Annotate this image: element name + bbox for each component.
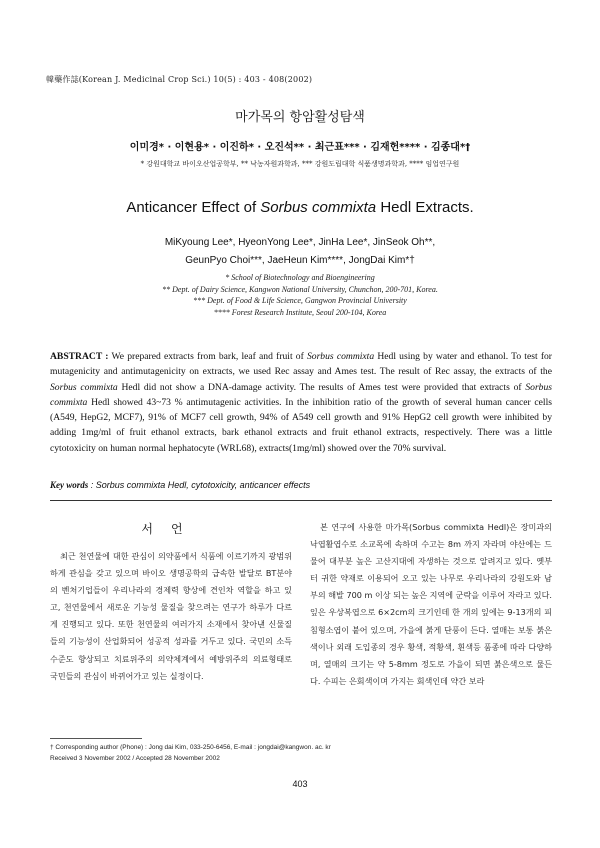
species-name: Sorbus commixta [50, 381, 118, 393]
abstract-divider [50, 500, 552, 501]
korean-affiliations: * 강원대학교 바이오산업공학부, ** 낙농자원과학과, *** 강원도립대학 식품생명과학과, **** 임업연구원 [140, 160, 460, 168]
footnote [50, 743, 331, 764]
page-number: 403 [292, 779, 308, 789]
section-heading: 서언 [141, 522, 201, 536]
footnote-corresponding-author: † Corresponding author (Phone) : Jong dai Kim, 033-250-6456, E-mail : jongdai@kangwon. ac. kr [50, 744, 331, 751]
keywords-label: Key words [50, 480, 89, 490]
species-name: Sorbus commixta [306, 351, 375, 362]
english-authors [0, 234, 600, 270]
english-affiliation-1: * School of Biotechnology and Bioengineering [225, 273, 375, 282]
body-column-left: 최근 천연물에 대한 관심이 의약품에서 식품에 이르기까지 광범위하게 관심을 갖고 있으며 바이오 생명공학의 급속한 발달로 BT분야의 벤처기업들이 우리나라의 경제력 향상에 견인차 역할을 하고 있고, 천연물에서 새로운 기능성 물질을 찾으려는 연구가 하루가 다르게 진행되고 있다. 또한 천연물의 여러가지 소재에서 찾아낸 신물질들의 기능성이 산업화되어 성공적 성과를 거두고 있다. 국민의 소득수준도 향상되고 치료위주의 의약체계에서 예방위주의 의료형태로 국민들의 관심이 바뀌어가고 있는 실정이다. [50, 551, 292, 681]
korean-title: 마가목의 항암활성탐색 [235, 110, 365, 125]
abstract-text: We prepared extracts from bark, leaf and fruit of Sorbus commixta Hedl using by water and ethanol. To test for mutagenicity and antimutagenicity on extracts, we used Rec assay and Ames test. The result of Rec assay, the extracts of the Sorbus commixta Hedl did not show a DNA-damage activity. The results of Ames test were provided that extracts of Sorbus commixta Hedl showed 43~73 % antimutagenic activities. In the inhibition ratio of the growth of several human cancer cells (A549, HepG2, MCF7), 91% of MCF7 cell growth, 94% of A549 cell growth and 91% HepG2 cell growth were inhibited by adding 1mg/ml of fruit ethanol extracts, bark ethanol extracts and fruit ethanol extracts, respectively. There was a little cytotoxicity on human normal hephatocyte (WRL68), extracts(1mg/ml) showed over the 70% survival. [50, 351, 553, 454]
english-title-suffix: Hedl Extracts. [376, 199, 474, 216]
english-affiliations [0, 272, 600, 318]
journal-citation: 韓藥作誌(Korean J. Medicinal Crop Sci.) 10(5) : 403 - 408(2002) [46, 75, 313, 84]
abstract-label: ABSTRACT : [50, 351, 109, 362]
english-title [0, 199, 600, 216]
korean-authors: 이미경* · 이현용* · 이진하* · 오진석** · 최근표*** · 김재헌**** · 김종대*† [129, 142, 471, 153]
english-title-species: Sorbus commixta [260, 199, 377, 216]
english-affiliation-4: **** Forest Research Institute, Seoul 200-104, Korea [213, 307, 387, 317]
species-name: Sorbus commixta [50, 381, 552, 408]
body-column-right: 본 연구에 사용한 마가목(Sorbus commixta Hedl)은 장미과의 낙엽활엽수로 소교목에 속하며 수고는 8m 까지 자라며 야산에는 드물어 대부분 높은 고산지대에 자생하는 것으로 알려지고 있다. 옛부터 귀한 약재로 이용되어 오고 있는 나무로 우리나라의 강원도와 남부의 해발 700 m 이상 되는 높은 지역에 군락을 이루어 자라고 있다. 잎은 우상복엽으로 6×2cm의 크기인데 한 개의 잎에는 9-13개의 피침형소엽이 붙어 있으며, 가을에 붉게 단풍이 든다. 열매는 보통 붉은색이나 외래 도입종의 경우 황색, 적황색, 흰색등 품종에 따라 다양하며, 열매의 크기는 약 5-8mm 정도로 가을이 되면 붉은색으로 물든다. 수피는 은회색이며 가지는 회색인데 약간 보라 [310, 522, 552, 686]
footnote-divider [50, 738, 142, 739]
keywords-text: : Sorbus commixta Hedl, cytotoxicity, anticancer effects [90, 480, 311, 490]
english-affiliation-2: ** Dept. of Dairy Science, Kangwon National University, Chunchon, 200-701, Korea. [162, 284, 438, 294]
footnote-received-date: Received 3 November 2002 / Accepted 28 November 2002 [50, 754, 220, 762]
keywords [50, 480, 552, 490]
english-authors-line-2: GeunPyo Choi***, JaeHeun Kim****, JongDai Kim*† [185, 255, 415, 266]
english-affiliation-3: *** Dept. of Food & Life Science, Gangwon Provincial University [193, 296, 407, 305]
abstract [50, 349, 552, 456]
english-authors-line-1: MiKyoung Lee*, HyeonYong Lee*, JinHa Lee*, JinSeok Oh**, [164, 237, 436, 248]
english-title-prefix: Anticancer Effect of [126, 199, 261, 216]
